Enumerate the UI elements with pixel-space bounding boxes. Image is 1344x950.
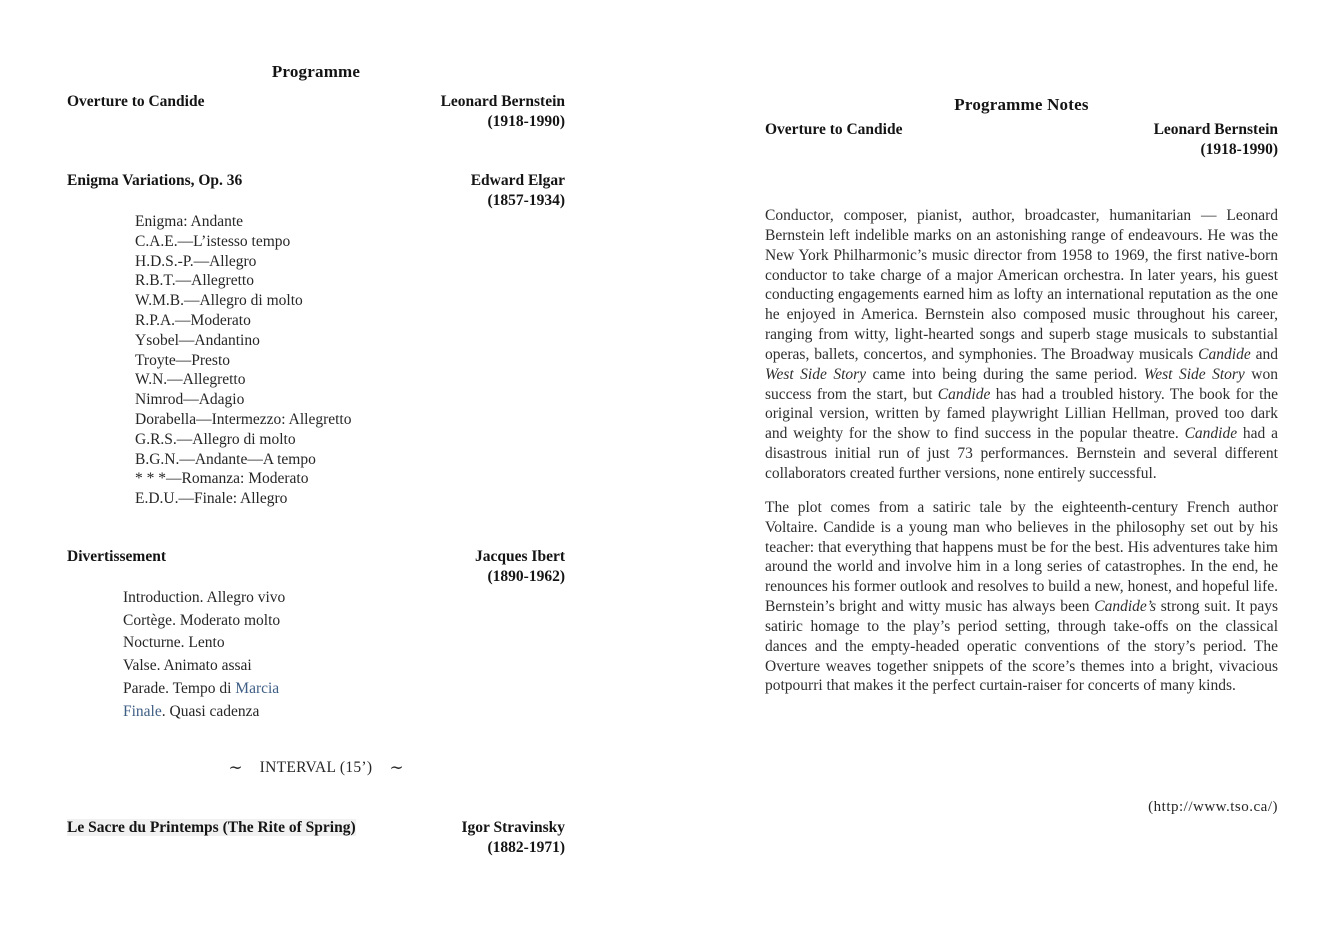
notes-paragraph: The plot comes from a satiric tale by the eighteenth-century French author Voltaire. Candide is a young man who believes in the philosophy set out by his teacher: that everything that happens must be for the best. His adventures take him around the world and involve him in a long series of catastrophes. In the end, he renounces his former outlook and resolves to build a new, honest, and hopeful life. Bernstein’s bright and witty music has always been Candide’s strong suit. It pays satiric homage to the play’s period setting, through take-offs on the classical dances and the empty-headed operatic conventions of the story’s period. The Overture weaves together snippets of the score’s themes into a bright, vivacious potpourri that makes it the perfect curtain-raiser for concerts of many kinds. (765, 498, 1279, 695)
composer-name: Leonard Bernstein (1153, 121, 1278, 138)
programme-notes-title: Programme Notes (954, 95, 1089, 115)
movement-item: R.P.A.—Moderato (135, 311, 251, 329)
composer-dates: (1918-1990) (487, 113, 565, 130)
work-row-enigma-variations (67, 171, 565, 211)
composer-dates: (1918-1990) (1200, 141, 1278, 158)
work-row-le-sacre (67, 818, 565, 858)
movement-item: B.G.N.—Andante—A tempo (135, 450, 316, 468)
composer-name: Igor Stravinsky (461, 819, 565, 836)
work-title-highlighted: Le Sacre du Printemps (The Rite of Spring) (67, 819, 356, 836)
composer-dates: (1857-1934) (487, 192, 565, 209)
movement-item: Dorabella—Intermezzo: Allegretto (135, 410, 352, 428)
movement-item: Troyte—Presto (135, 351, 231, 369)
composer-name: Edward Elgar (470, 172, 565, 189)
movement-item: Nimrod—Adagio (135, 391, 245, 409)
work-row-overture-to-candide (67, 92, 565, 132)
programme-notes-page (765, 0, 1278, 950)
movement-item: Enigma: Andante (135, 213, 244, 230)
movement-list-divertissement (123, 587, 565, 723)
work-row-divertissement (67, 547, 565, 587)
interval-label: INTERVAL (15’) (259, 759, 373, 776)
movement-item: Parade. Tempo di Marcia (123, 679, 280, 697)
notes-paragraph: Conductor, composer, pianist, author, broadcaster, humanitarian — Leonard Bernstein left indelible marks on an astonishing range of endeavours. He was the New York Philharmonic’s music director from 1958 to 1969, the first native-born conductor to take charge of a major American orchestra. In later years, his guest conducting engagements earned him as lofty an international reputation as the one he enjoyed in America. Bernstein also composed music throughout his career, ranging from witty, light-hearted songs and superb stage musicals to substantial operas, ballets, concertos, and symphonies. The Broadway musicals Candide and West Side Story came into being during the same period. West Side Story won success from the start, but Candide has had a troubled history. The book for the original version, written by famed playwright Lillian Hellman, proved too dark and weighty for the show to find success in the popular theatre. Candide had a disastrous initial run of just 73 performances. Bernstein and several different collaborators created further versions, none entirely successful. (765, 207, 1279, 482)
movement-list-enigma (135, 212, 565, 509)
movement-item: Introduction. Allegro vivo (123, 589, 286, 606)
composer-block (441, 92, 565, 132)
programme-notes-body (765, 206, 1278, 710)
composer-block (471, 171, 565, 211)
programme-page (67, 0, 565, 950)
composer-block (1154, 120, 1278, 160)
work-title: Overture to Candide (67, 93, 205, 110)
movement-item: Valse. Animato assai (123, 657, 252, 675)
movement-item: Nocturne. Lento (123, 634, 225, 652)
composer-dates: (1890-1962) (487, 568, 565, 585)
movement-item: W.M.B.—Allegro di molto (135, 292, 303, 310)
composer-name: Leonard Bernstein (440, 93, 565, 110)
composer-dates: (1882-1971) (487, 839, 565, 856)
composer-name: Jacques Ibert (475, 548, 565, 565)
tilde-ornament: ∼ (389, 758, 404, 777)
notes-work-row (765, 120, 1278, 160)
movement-item: E.D.U.—Finale: Allegro (135, 490, 288, 508)
work-title: Divertissement (67, 548, 166, 565)
movement-item: C.A.E.—L’istesso tempo (135, 232, 291, 250)
source-url: (http://www.tso.ca/) (1148, 799, 1278, 815)
programme-title: Programme (271, 62, 361, 82)
tilde-ornament: ∼ (228, 758, 243, 777)
movement-item: R.B.T.—Allegretto (135, 272, 254, 290)
work-title: Enigma Variations, Op. 36 (67, 172, 243, 189)
interval-line (67, 757, 565, 777)
work-title: Overture to Candide (765, 121, 903, 138)
movement-item: W.N.—Allegretto (135, 371, 246, 389)
composer-block (475, 547, 565, 587)
movement-item: * * *—Romanza: Moderato (135, 470, 309, 488)
movement-item: Cortège. Moderato molto (123, 611, 281, 629)
movement-item: Finale. Quasi cadenza (123, 702, 260, 720)
movement-item: G.R.S.—Allegro di molto (135, 430, 296, 448)
composer-block (462, 818, 566, 858)
movement-item: Ysobel—Andantino (135, 331, 260, 349)
movement-item: H.D.S.-P.—Allegro (135, 252, 257, 270)
